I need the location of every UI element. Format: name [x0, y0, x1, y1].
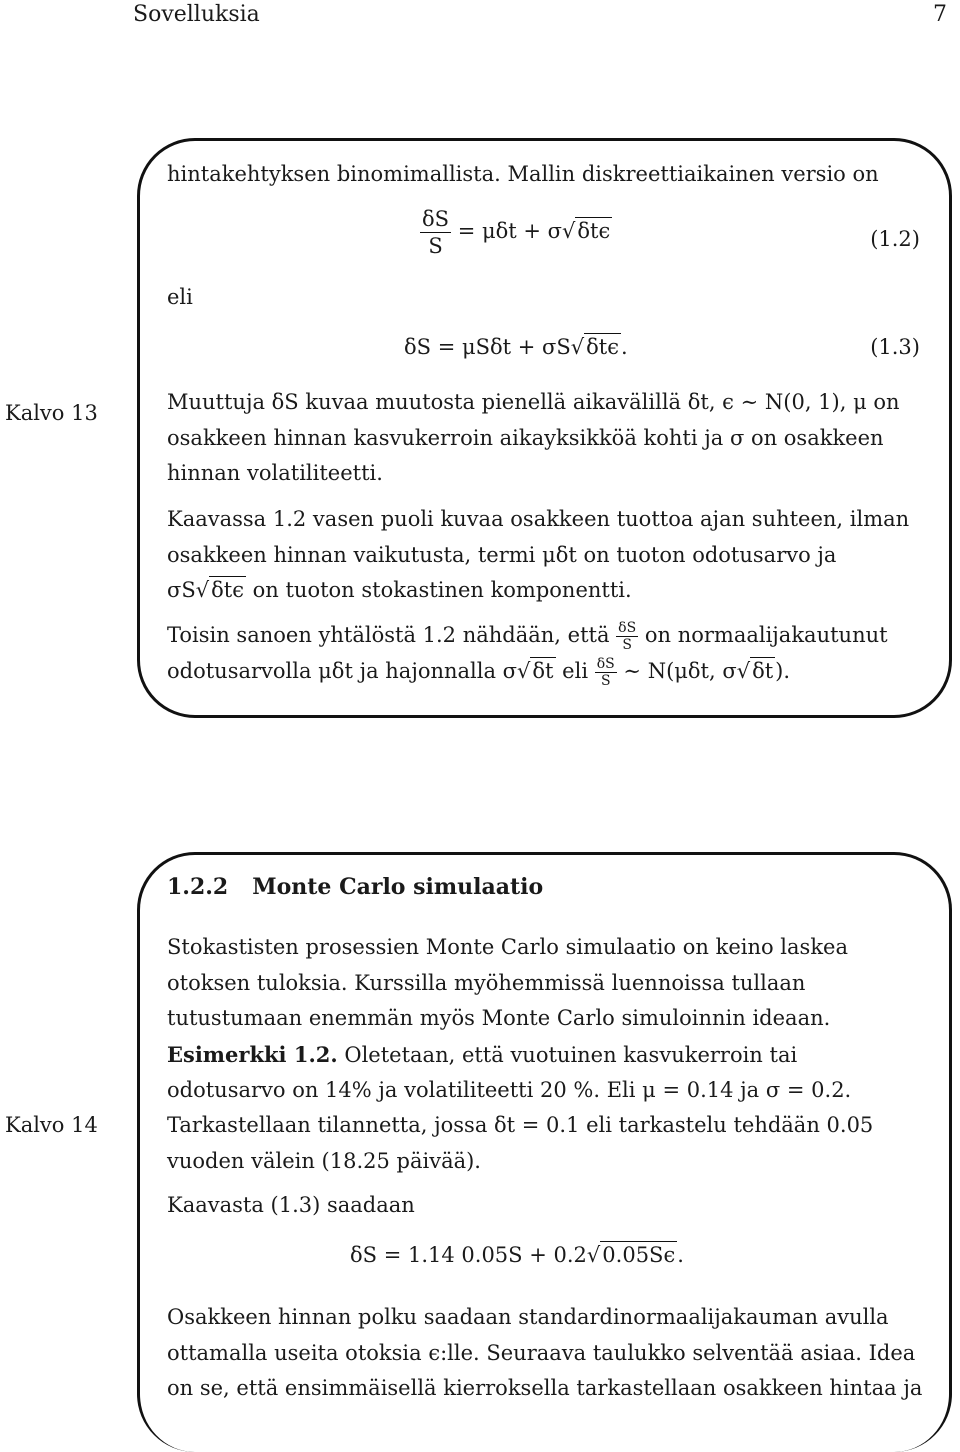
- paragraph-line: Osakkeen hinnan polku saadaan standardinormaalijakauman avulla: [167, 1305, 889, 1329]
- paragraph-line: σS√δtϵ on tuoton stokastinen komponentti.: [167, 578, 632, 602]
- paragraph-line: Tarkastellaan tilannetta, jossa δt = 0.1 eli tarkastelu tehdään 0.05: [167, 1113, 874, 1137]
- paragraph-line: otoksen tuloksia. Kurssilla myöhemmissä luennoissa tullaan: [167, 971, 806, 995]
- paragraph-line: Kaavasta (1.3) saadaan: [167, 1193, 415, 1217]
- example-equation: δS = 1.14 0.05S + 0.2√0.05Sϵ.: [350, 1243, 684, 1267]
- paragraph-line: osakkeen hinnan kasvukerroin aikayksikköä kohti ja σ on osakkeen: [167, 426, 884, 450]
- equation-number-1-3: (1.3): [870, 335, 920, 359]
- word-eli: eli: [167, 285, 193, 309]
- paragraph-line: tutustumaan enemmän myös Monte Carlo simuloinnin ideaan.: [167, 1006, 831, 1030]
- paragraph-line: hinnan volatiliteetti.: [167, 461, 383, 485]
- fraction-dS-over-S: $\frac{\delta S}{S}$: [422, 207, 450, 258]
- page-number: 7: [933, 2, 947, 27]
- paragraph-line: odotusarvolla μδt ja hajonnalla σ√δt eli $\frac{\delta S}{S}$ ∼ N(μδt, σ√δt).: [167, 656, 791, 689]
- paragraph-line: Kaavassa 1.2 vasen puoli kuvaa osakkeen tuottoa ajan suhteen, ilman: [167, 507, 910, 531]
- slide-label-14: Kalvo 14: [5, 1113, 98, 1137]
- slide-label-13: Kalvo 13: [5, 401, 98, 425]
- paragraph-line: on se, että ensimmäisellä kierroksella tarkastellaan osakkeen hintaa ja: [167, 1376, 923, 1400]
- equation-1-3: δS = μSδt + σS√δtϵ.: [404, 335, 628, 359]
- paragraph-line: vuoden välein (18.25 päivää).: [167, 1149, 481, 1173]
- paragraph-line: osakkeen hinnan vaikutusta, termi μδt on tuoton odotusarvo ja: [167, 543, 837, 567]
- equation-1-2: $\frac{\delta S}{S}$ = μδt + σ√δtϵ: [422, 207, 611, 258]
- paragraph-line: ottamalla useita otoksia ϵ:lle. Seuraava taulukko selventää asiaa. Idea: [167, 1341, 916, 1365]
- running-header-section: Sovelluksia: [133, 2, 260, 27]
- paragraph-line: Muuttuja δS kuvaa muutosta pienellä aikavälillä δt, ϵ ∼ N(0, 1), μ on: [167, 390, 900, 414]
- example-label: Esimerkki 1.2.: [167, 1042, 338, 1067]
- paragraph-line: Toisin sanoen yhtälöstä 1.2 nähdään, että $\frac{\delta S}{S}$ on normaalijakautunut: [167, 620, 888, 653]
- example-line: Esimerkki 1.2. Oletetaan, että vuotuinen kasvukerroin tai: [167, 1042, 798, 1067]
- sqrt-term: √δtϵ: [562, 219, 611, 243]
- paragraph-line: odotusarvo on 14% ja volatiliteetti 20 %. Eli μ = 0.14 ja σ = 0.2.: [167, 1078, 852, 1102]
- slide13-intro: hintakehtyksen binomimallista. Mallin diskreettiaikainen versio on: [167, 162, 879, 186]
- equation-number-1-2: (1.2): [870, 227, 920, 251]
- paragraph-line: Stokastisten prosessien Monte Carlo simulaatio on keino laskea: [167, 935, 848, 959]
- section-heading: 1.2.2 Monte Carlo simulaatio: [167, 874, 544, 900]
